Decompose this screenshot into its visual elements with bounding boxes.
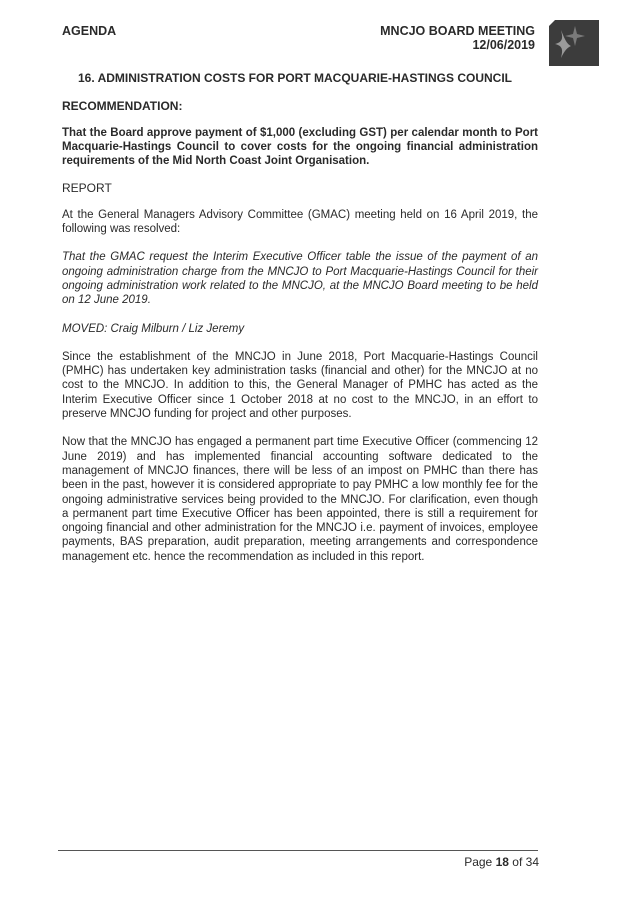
page-label: Page	[464, 855, 493, 869]
recommendation-heading: RECOMMENDATION:	[62, 99, 183, 114]
page-number	[464, 855, 539, 869]
of-label: of	[512, 855, 523, 869]
report-heading: REPORT	[62, 181, 112, 196]
report-paragraph: Now that the MNCJO has engaged a permanent part time Executive Officer (commencing 12 June 2019) and has implemented financial accounting software dedicated to the management of MNCJO finances, there will be less of an impost on PMHC than there has been in the past, however it is considered appropriate to pay PMHC a low monthly fee for the ongoing administrative services being provided to the MNCJO. For clarification, even though a permanent part time Executive Officer has been appointed, there is still a requirement for ongoing financial and other administration for the MNCJO i.e. payment of invoices, employee payments, BAS preparation, audit preparation, meeting arrangements and correspondence management etc. hence the recommendation as included in this report.	[62, 436, 538, 563]
star-emblem-icon	[541, 16, 601, 68]
agenda-content	[62, 71, 538, 578]
total-pages: 34	[525, 855, 539, 869]
resolution-quote: That the GMAC request the Interim Executive Officer table the issue of the payment of an ongoing administration charge from the MNCJO to Port Macquarie-Hastings Council for their ongoing administration work related to the MNCJO, at the MNCJO Board meeting to be held on 12 June 2019.	[62, 251, 538, 307]
recommendation-text: That the Board approve payment of $1,000 (excluding GST) per calendar month to Port Macquarie-Hastings Council to cover costs for the ongoing financial administration requirements of the Mid North Coast Joint Organisation.	[62, 126, 538, 168]
meeting-title: MNCJO BOARD MEETING	[380, 24, 535, 38]
meeting-date: 12/06/2019	[472, 38, 535, 52]
footer-divider	[58, 850, 538, 851]
report-paragraph: Since the establishment of the MNCJO in June 2018, Port Macquarie-Hastings Council (PMHC) has undertaken key administration tasks (financial and other) for the MNCJO at no cost to the MNCJO. In addition to this, the General Manager of PMHC has acted as the Interim Executive Officer since 1 October 2018 at no cost to the MNCJO, in an effort to preserve MNCJO funding for project and other purposes.	[62, 350, 538, 421]
meeting-header	[380, 24, 535, 52]
agenda-label: AGENDA	[62, 24, 117, 38]
current-page: 18	[495, 855, 509, 869]
moved-line: MOVED: Craig Milburn / Liz Jeremy	[62, 322, 245, 335]
report-paragraph: At the General Managers Advisory Committee (GMAC) meeting held on 16 April 2019, the following was resolved:	[62, 208, 538, 236]
item-title: 16. ADMINISTRATION COSTS FOR PORT MACQUARIE-HASTINGS COUNCIL	[78, 71, 513, 85]
